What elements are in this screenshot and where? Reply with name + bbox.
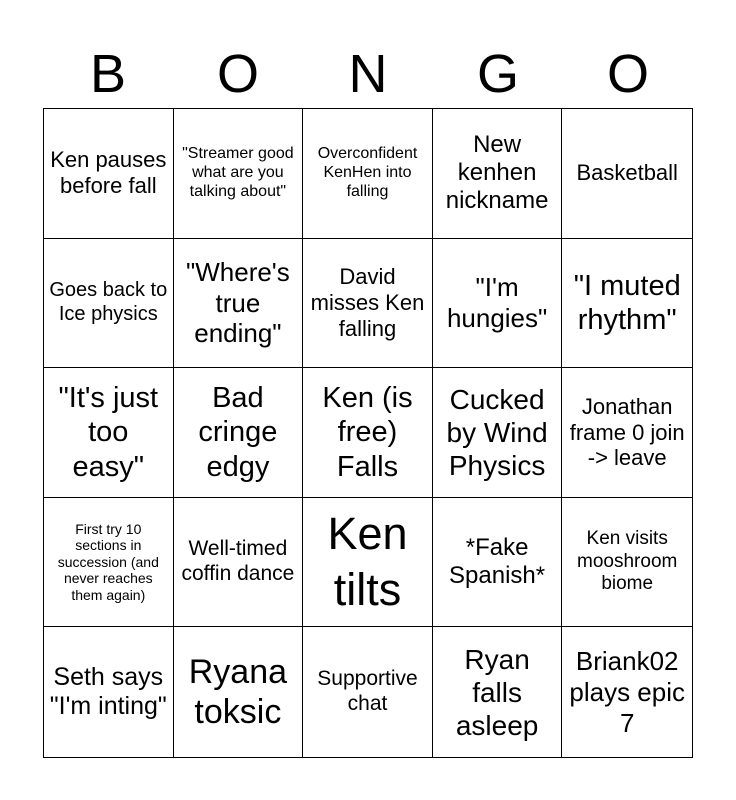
bingo-cell-r1c4[interactable] bbox=[433, 109, 563, 239]
bingo-cell-r1c3[interactable] bbox=[303, 109, 433, 239]
bingo-cell-r2c1[interactable] bbox=[44, 239, 174, 369]
bingo-cell-r4c1[interactable] bbox=[44, 498, 174, 628]
bingo-cell-r2c2[interactable] bbox=[174, 239, 304, 369]
bingo-cell-r3c2[interactable] bbox=[174, 368, 304, 498]
cell-text: *Fake Spanish* bbox=[449, 533, 546, 590]
header-letter-4: G bbox=[476, 44, 519, 104]
bingo-cell-r4c4[interactable] bbox=[433, 498, 563, 628]
cell-text: Ryana toksic bbox=[188, 653, 288, 732]
bingo-cell-r3c3[interactable] bbox=[303, 368, 433, 498]
cell-text: New kenhen nickname bbox=[445, 130, 549, 215]
bingo-cell-r3c5[interactable] bbox=[562, 368, 692, 498]
bingo-cell-r4c3[interactable] bbox=[303, 498, 433, 628]
header-letter-2: O bbox=[216, 44, 259, 104]
cell-text: Ken tilts bbox=[327, 507, 408, 616]
cell-text: Ken (is free) Falls bbox=[322, 382, 413, 483]
cell-text: "Where's true ending" bbox=[186, 256, 290, 349]
bingo-cell-r5c5[interactable] bbox=[562, 627, 692, 757]
cell-text: Well-timed coffin dance bbox=[181, 537, 295, 586]
cell-text: Jonathan frame 0 join -> leave bbox=[569, 393, 685, 471]
cell-text: Ken pauses before fall bbox=[50, 147, 167, 199]
cell-text: Bad cringe edgy bbox=[198, 382, 278, 483]
header-letter-3: N bbox=[348, 44, 388, 104]
bingo-cell-r5c1[interactable] bbox=[44, 627, 174, 757]
cell-text: Basketball bbox=[576, 160, 678, 186]
bingo-cell-r3c1[interactable] bbox=[44, 368, 174, 498]
cell-text: "I muted rhythm" bbox=[573, 269, 681, 336]
cell-text: Ken visits mooshroom biome bbox=[577, 528, 678, 595]
bingo-cell-r5c2[interactable] bbox=[174, 627, 304, 757]
header-letter-1: B bbox=[89, 44, 127, 104]
cell-text: Goes back to Ice physics bbox=[49, 279, 168, 325]
cell-text: "Streamer good what are you talking about" bbox=[182, 144, 294, 200]
cell-text: First try 10 sections in succession (and never reaches them again) bbox=[57, 520, 159, 603]
bingo-cell-r4c2[interactable] bbox=[174, 498, 304, 628]
bingo-cell-r3c4[interactable] bbox=[433, 368, 563, 498]
cell-text: Briank02 plays epic 7 bbox=[569, 646, 685, 738]
cell-text: Overconfident KenHen into falling bbox=[317, 144, 418, 200]
cell-text: Ryan falls asleep bbox=[455, 643, 539, 741]
bingo-cell-r2c5[interactable] bbox=[562, 239, 692, 369]
bingo-cell-r1c5[interactable] bbox=[562, 109, 692, 239]
bingo-cell-r2c3[interactable] bbox=[303, 239, 433, 369]
bingo-cell-r1c2[interactable] bbox=[174, 109, 304, 239]
cell-text: Supportive chat bbox=[317, 667, 418, 716]
cell-text: "I'm hungies" bbox=[446, 272, 548, 333]
bingo-cell-r5c3[interactable] bbox=[303, 627, 433, 757]
bingo-header bbox=[43, 40, 693, 108]
bingo-cell-r2c4[interactable] bbox=[433, 239, 563, 369]
bingo-cell-r5c4[interactable] bbox=[433, 627, 563, 757]
bingo-board bbox=[43, 108, 693, 758]
cell-text: "It's just too easy" bbox=[58, 382, 159, 483]
cell-text: Seth says "I'm inting" bbox=[49, 662, 167, 721]
bingo-cell-r4c5[interactable] bbox=[562, 498, 692, 628]
cell-text: David misses Ken falling bbox=[310, 263, 425, 341]
header-letter-5: O bbox=[606, 44, 649, 104]
cell-text: Cucked by Wind Physics bbox=[446, 383, 548, 481]
bingo-cell-r1c1[interactable] bbox=[44, 109, 174, 239]
